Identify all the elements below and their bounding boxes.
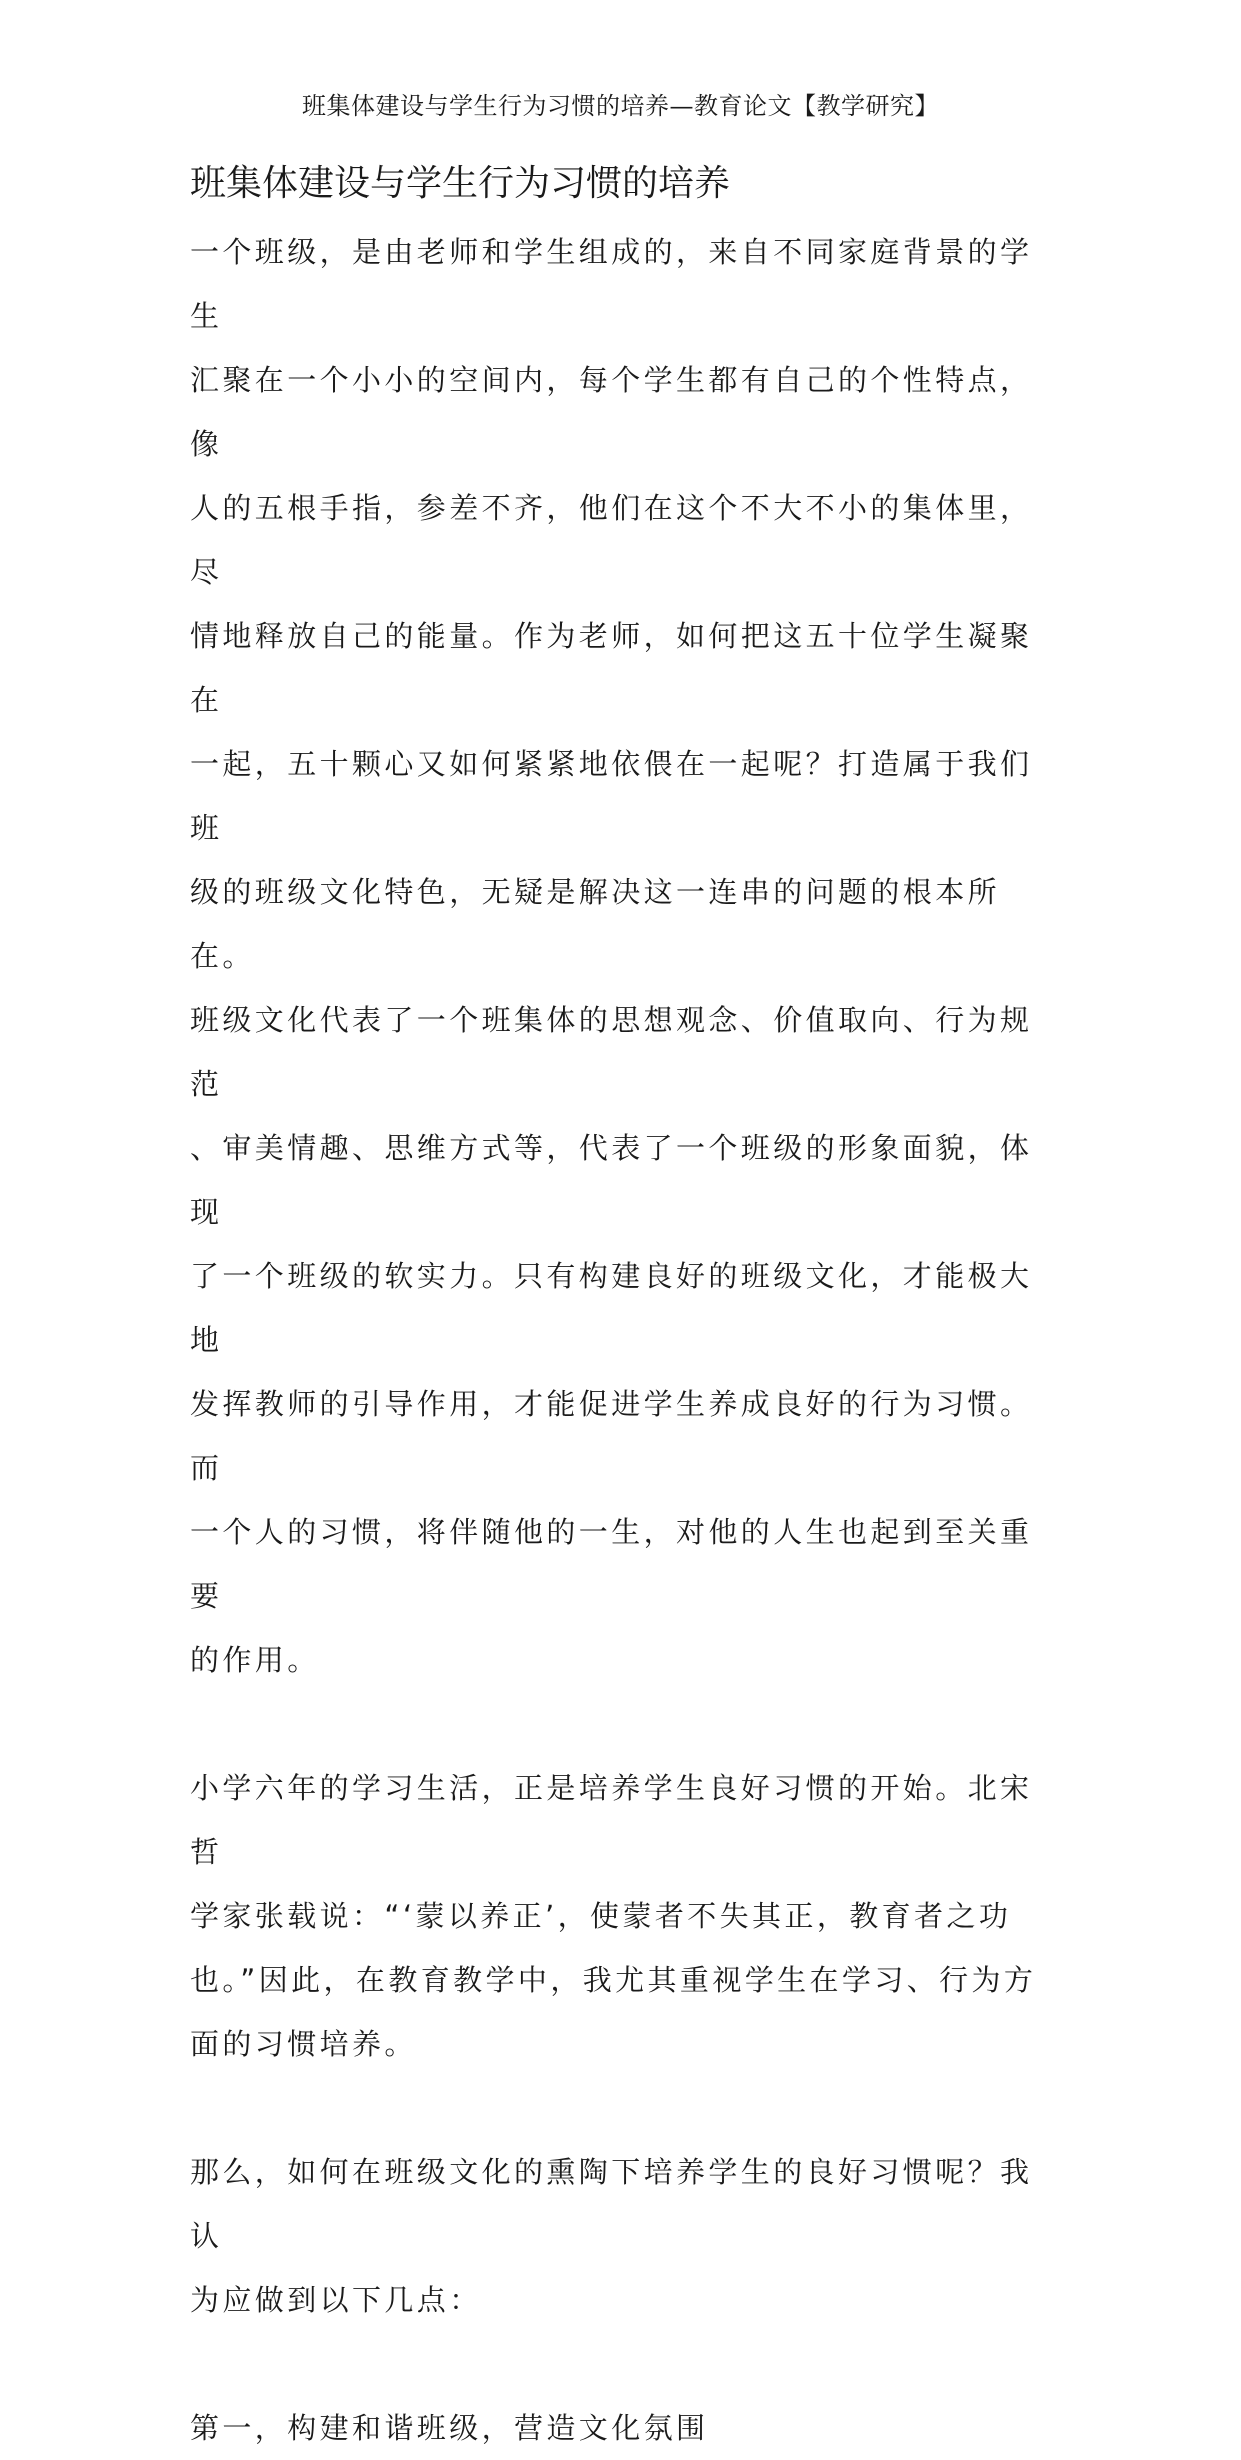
text-line: 学家张载说：“‘蒙以养正’，使蒙者不失其正，教育者之功: [190, 1899, 1012, 1933]
text-line: 汇聚在一个小小的空间内，每个学生都有自己的个性特点，像: [190, 363, 1033, 461]
text-line: 那么，如何在班级文化的熏陶下培养学生的良好习惯呢？我认: [190, 2155, 1033, 2253]
paragraph-1: [190, 220, 1040, 1692]
paragraph-3: [190, 2140, 1040, 2332]
paragraph-2: [190, 1756, 1040, 2076]
text-line: 第一，构建和谐班级，营造文化氛围: [190, 2411, 709, 2445]
text-line: 一个班级，是由老师和学生组成的，来自不同家庭背景的学生: [190, 235, 1033, 333]
text-line: 级的班级文化特色，无疑是解决这一连串的问题的根本所在。: [190, 875, 1001, 973]
section-heading: [190, 2396, 1040, 2460]
text-line: 情地释放自己的能量。作为老师，如何把这五十位学生凝聚在: [190, 619, 1033, 717]
document-title: 班集体建设与学生行为习惯的培养: [190, 163, 731, 204]
text-line: 发挥教师的引导作用，才能促进学生养成良好的行为习惯。而: [190, 1387, 1033, 1485]
text-line: 了一个班级的软实力。只有构建良好的班级文化，才能极大地: [190, 1259, 1033, 1357]
running-header: 班集体建设与学生行为习惯的培养—教育论文【教学研究】: [302, 92, 939, 120]
text-line: 班级文化代表了一个班集体的思想观念、价值取向、行为规范: [190, 1003, 1033, 1101]
text-line: 为应做到以下几点：: [190, 2283, 482, 2317]
text-line: 小学六年的学习生活，正是培养学生良好习惯的开始。北宋哲: [190, 1771, 1033, 1869]
text-line: 、审美情趣、思维方式等，代表了一个班级的形象面貌，体现: [190, 1131, 1033, 1229]
text-line: 面的习惯培养。: [190, 2027, 417, 2061]
text-line: 一起，五十颗心又如何紧紧地依偎在一起呢？打造属于我们班: [190, 747, 1033, 845]
text-line: 也。”因此，在教育教学中，我尤其重视学生在学习、行为方: [190, 1963, 1037, 1997]
text-line: 的作用。: [190, 1643, 320, 1677]
text-line: 一个人的习惯，将伴随他的一生，对他的人生也起到至关重要: [190, 1515, 1033, 1613]
document-body: [190, 220, 1040, 2460]
text-line: 人的五根手指，参差不齐，他们在这个不大不小的集体里，尽: [190, 491, 1033, 589]
